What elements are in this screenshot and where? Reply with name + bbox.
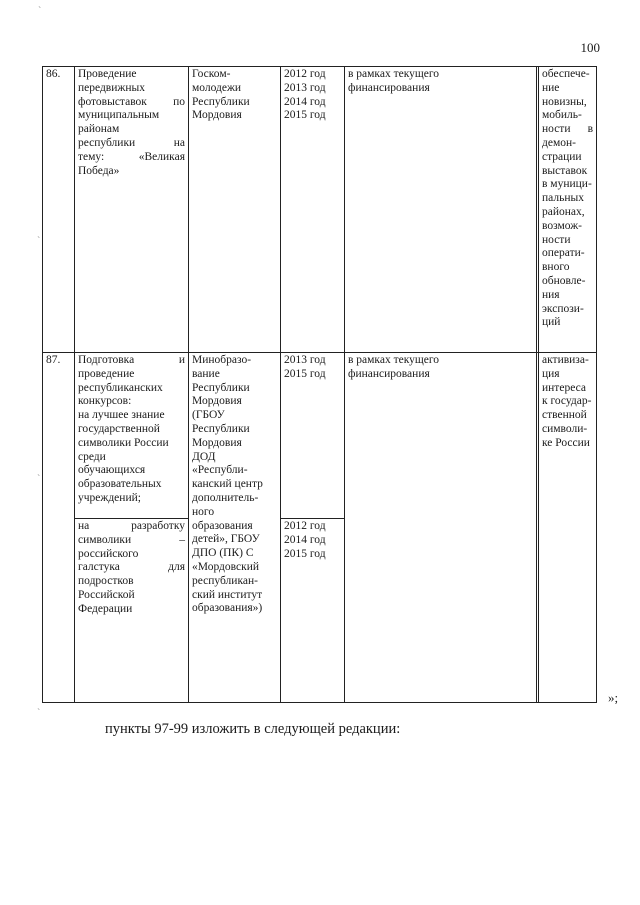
- years: 2012 год 2014 год 2015 год: [281, 519, 345, 703]
- expected-result: активиза- ция интереса к государ- ственной символи- ке России: [539, 353, 597, 703]
- amendment-text: пункты 97-99 изложить в следующей редакции:: [105, 721, 401, 737]
- scan-mark: ˋ: [37, 474, 41, 485]
- table-row-86: [43, 67, 597, 353]
- page-number: 100: [580, 40, 600, 55]
- years: 2013 год 2015 год: [281, 353, 345, 519]
- expected-result: обеспече- ние новизны, мобиль- ности в демон- страции выставок в муници- пальных районах, возмож- ности операти- вного обновле- ния экспози- ций: [539, 67, 597, 353]
- table-row-87: [43, 353, 597, 519]
- years: 2012 год 2013 год 2014 год 2015 год: [281, 67, 345, 353]
- measures-table: [42, 66, 597, 703]
- scan-mark: ˋ: [37, 708, 41, 719]
- financing: в рамках текущего финансирования: [345, 67, 537, 353]
- measure-name: Проведение передвижных фотовыставок по муниципальным районам республики на тему: «Великая Победа»: [75, 67, 189, 353]
- scan-mark: ˋ: [37, 236, 41, 247]
- measure-name: на разработку символики – российского галстука для подростков Российской Федерации: [75, 519, 189, 703]
- table-closing-quote: »;: [608, 690, 619, 705]
- row-number: 87.: [43, 353, 75, 703]
- financing: в рамках текущего финансирования: [345, 353, 537, 703]
- scan-mark: ˋ: [38, 6, 42, 17]
- measure-name: Подготовка и проведение республиканских конкурсов: на лучшее знание государственной символики России среди обучающихся образовательных учреждений;: [75, 353, 189, 519]
- executor: Минобразо- вание Республики Мордовия (ГБОУ Республики Мордовия ДОД «Республи- канский центр дополнитель- ного образования детей», ГБОУ ДПО (ПК) С «Мордовский республикан- ский институт образования»): [189, 353, 281, 703]
- executor: Госком- молодежи Республики Мордовия: [189, 67, 281, 353]
- row-number: 86.: [43, 67, 75, 353]
